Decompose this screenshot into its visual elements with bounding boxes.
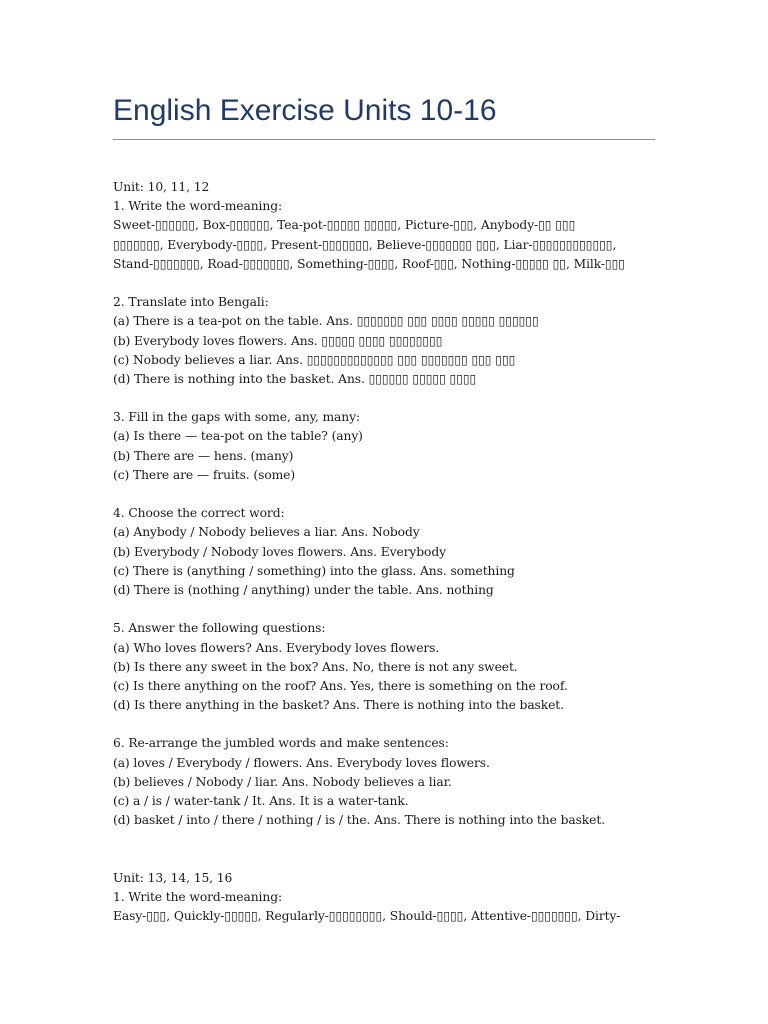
paragraph-gap (113, 389, 658, 408)
unit-heading: Unit: 13, 14, 15, 16 (113, 870, 233, 885)
text-line: (c) a / is / water-tank / It. Ans. It is a water-tank. (113, 794, 409, 808)
exercise-heading: 2. Translate into Bengali: (113, 295, 269, 310)
text-line: (d) Is there anything in the basket? Ans. There is nothing into the basket. (113, 698, 564, 713)
exercise-heading: 5. Answer the following questions: (113, 621, 326, 636)
exercise-heading: 6. Re-arrange the jumbled words and make sentences: (113, 736, 449, 751)
unit-10-12-word-meaning (113, 178, 658, 274)
exercise-heading: 4. Choose the correct word: (113, 506, 285, 521)
exercise-heading: 3. Fill in the gaps with some, any, many: (113, 410, 360, 425)
text-line: (d) There is nothing into the basket. Ans. ▯▯▯▯▯▯ ▯▯▯▯▯ ▯▯▯▯ (113, 371, 477, 386)
paragraph-gap (113, 715, 658, 734)
text-line: (d) There is (nothing / anything) under the table. Ans. nothing (113, 582, 494, 597)
text-line: Sweet-▯▯▯▯▯▯, Box-▯▯▯▯▯▯, Tea-pot-▯▯▯▯▯ ▯▯▯▯▯, Picture-▯▯▯, Anybody-▯▯ ▯▯▯ (113, 218, 576, 233)
document-title: English Exercise Units 10-16 (113, 94, 497, 127)
text-line: (a) There is a tea-pot on the table. Ans. ▯▯▯▯▯▯▯ ▯▯▯ ▯▯▯▯ ▯▯▯▯▯ ▯▯▯▯▯▯ (113, 314, 539, 329)
translate-section (113, 293, 658, 389)
choose-word-section (113, 504, 658, 600)
answer-questions-section (113, 619, 658, 715)
text-line: Easy-▯▯▯, Quickly-▯▯▯▯▯, Regularly-▯▯▯▯▯▯▯▯, Should-▯▯▯▯, Attentive-▯▯▯▯▯▯▯, Dirty- (113, 909, 621, 924)
text-line: (a) Anybody / Nobody believes a liar. Ans. Nobody (113, 525, 420, 540)
unit-13-16-word-meaning (113, 869, 658, 927)
exercise-heading: 1. Write the word-meaning: (113, 199, 283, 214)
text-line: (b) Is there any sweet in the box? Ans. No, there is not any sweet. (113, 659, 518, 674)
text-line: (a) loves / Everybody / flowers. Ans. Everybody loves flowers. (113, 755, 490, 770)
paragraph-gap (113, 485, 658, 504)
title-underline (113, 139, 655, 140)
text-line: (b) There are — hens. (many) (113, 448, 294, 463)
text-line: (a) Who loves flowers? Ans. Everybody loves flowers. (113, 640, 440, 655)
text-line: (c) Is there anything on the roof? Ans. Yes, there is something on the roof. (113, 678, 568, 693)
text-line: Stand-▯▯▯▯▯▯▯, Road-▯▯▯▯▯▯▯, Something-▯▯▯▯, Roof-▯▯▯, Nothing-▯▯▯▯▯ ▯▯, Milk-▯▯▯ (113, 256, 625, 271)
exercise-heading: 1. Write the word-meaning: (113, 889, 283, 904)
text-line: (c) There is (anything / something) into the glass. Ans. something (113, 563, 515, 578)
fill-gaps-section (113, 408, 658, 485)
text-line: (a) Is there — tea-pot on the table? (any) (113, 429, 363, 444)
paragraph-gap (113, 830, 658, 868)
unit-heading: Unit: 10, 11, 12 (113, 180, 210, 194)
text-line: ▯▯▯▯▯▯▯, Everybody-▯▯▯▯, Present-▯▯▯▯▯▯▯, Believe-▯▯▯▯▯▯▯ ▯▯▯, Liar-▯▯▯▯▯▯▯▯▯▯▯▯, (113, 237, 617, 252)
text-line: (b) believes / Nobody / liar. Ans. Nobody believes a liar. (113, 774, 452, 789)
document-body (113, 178, 658, 926)
text-line: (c) Nobody believes a liar. Ans. ▯▯▯▯▯▯▯▯▯▯▯▯▯ ▯▯▯ ▯▯▯▯▯▯▯ ▯▯▯ ▯▯▯ (113, 352, 516, 367)
text-line: (c) There are — fruits. (some) (113, 467, 296, 482)
text-line: (b) Everybody / Nobody loves flowers. Ans. Everybody (113, 544, 446, 559)
paragraph-gap (113, 600, 658, 619)
text-line: (b) Everybody loves flowers. Ans. ▯▯▯▯▯ ▯▯▯▯ ▯▯▯▯▯▯▯▯ (113, 333, 443, 348)
rearrange-section (113, 734, 658, 830)
paragraph-gap (113, 274, 658, 293)
text-line: (d) basket / into / there / nothing / is / the. Ans. There is nothing into the basket. (113, 813, 605, 828)
